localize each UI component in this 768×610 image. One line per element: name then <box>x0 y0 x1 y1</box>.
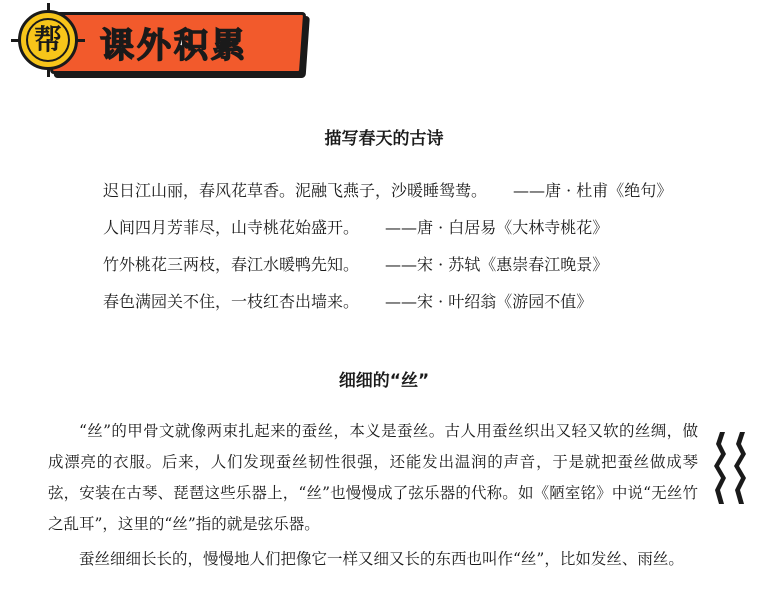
article-paragraph: 蚕丝细细长长的，慢慢地人们把像它一样又细又长的东西也叫作“丝”，比如发丝、雨丝。 <box>79 550 684 568</box>
poem-line <box>103 291 743 328</box>
article-body <box>48 416 698 579</box>
poem-text: 竹外桃花三两枝，春江水暖鸭先知。 <box>103 255 360 274</box>
poem-source: ——唐 · 白居易《大林寺桃花》 <box>385 218 609 237</box>
section-title-spring-poems: 描写春天的古诗 <box>324 129 444 149</box>
poem-line <box>103 180 743 217</box>
poem-text: 迟日江山丽，春风花草香。泥融飞燕子，沙暖睡鸳鸯。 <box>103 181 488 200</box>
article-paragraph: “丝”的甲骨文就像两束扎起来的蚕丝，本义是蚕丝。古人用蚕丝织出又轻又软的丝绸，做成漂亮的衣服。后来，人们发现蚕丝韧性很强，还能发出温润的声音，于是就把蚕丝做成琴弦，安装在古琴、琵琶这些乐器上，“丝”也慢慢成了弦乐器的代称。如《陋室铭》中说“无丝竹之乱耳”，这里的“丝”指的就是弦乐器。 <box>48 422 698 533</box>
poem-source: ——唐 · 杜甫《绝句》 <box>513 181 673 200</box>
poem-source: ——宋 · 苏轼《惠崇春江晚景》 <box>385 255 609 274</box>
poem-text: 春色满园关不住，一枝红杏出墙来。 <box>103 292 360 311</box>
poem-list <box>103 180 743 328</box>
poem-source: ——宋 · 叶绍翁《游园不值》 <box>385 292 593 311</box>
badge-char: 帮 <box>33 23 62 56</box>
oracle-bone-si-icon <box>710 428 756 508</box>
poem-text: 人间四月芳菲尽，山寺桃花始盛开。 <box>103 218 360 237</box>
banner-title: 课外积累 <box>100 26 248 66</box>
section-title-si: 细细的“丝” <box>338 371 430 391</box>
poem-line <box>103 254 743 291</box>
section-banner <box>0 0 320 90</box>
badge-icon <box>18 10 78 70</box>
poem-line <box>103 217 743 254</box>
